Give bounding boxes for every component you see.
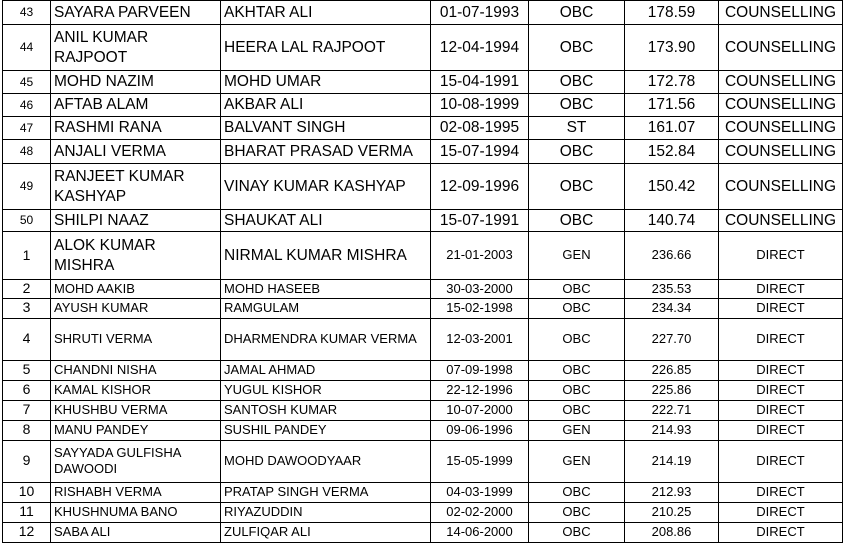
father-name: MOHD DAWOODYAAR <box>221 440 431 482</box>
selection-mode: COUNSELLING <box>719 140 843 164</box>
father-name: YUGUL KISHOR <box>221 380 431 400</box>
table-row <box>3 71 843 94</box>
candidate-name: RANJEET KUMAR KASHYAP <box>51 164 221 210</box>
table-row <box>3 298 843 318</box>
category: OBC <box>529 94 625 117</box>
score: 234.34 <box>625 298 719 318</box>
date-of-birth: 02-08-1995 <box>431 117 529 140</box>
category: OBC <box>529 502 625 522</box>
candidate-name: MOHD AAKIB <box>51 280 221 299</box>
score: 152.84 <box>625 140 719 164</box>
candidate-name: AYUSH KUMAR <box>51 298 221 318</box>
selection-mode: DIRECT <box>719 440 843 482</box>
candidate-name: KAMAL KISHOR <box>51 380 221 400</box>
date-of-birth: 02-02-2000 <box>431 502 529 522</box>
date-of-birth: 15-02-1998 <box>431 298 529 318</box>
selection-mode: DIRECT <box>719 522 843 542</box>
date-of-birth: 10-07-2000 <box>431 400 529 420</box>
selection-mode: DIRECT <box>719 420 843 440</box>
table-row <box>3 440 843 482</box>
serial-number: 49 <box>3 164 51 210</box>
candidate-name: CHANDNI NISHA <box>51 360 221 380</box>
table-row <box>3 25 843 71</box>
merit-list-table <box>2 0 843 543</box>
date-of-birth: 10-08-1999 <box>431 94 529 117</box>
table-row <box>3 94 843 117</box>
serial-number: 8 <box>3 420 51 440</box>
selection-mode: COUNSELLING <box>719 94 843 117</box>
date-of-birth: 01-07-1993 <box>431 1 529 25</box>
father-name: SUSHIL PANDEY <box>221 420 431 440</box>
category: OBC <box>529 522 625 542</box>
selection-mode: DIRECT <box>719 482 843 502</box>
father-name: PRATAP SINGH VERMA <box>221 482 431 502</box>
selection-mode: COUNSELLING <box>719 25 843 71</box>
father-name: RIYAZUDDIN <box>221 502 431 522</box>
selection-mode: COUNSELLING <box>719 117 843 140</box>
table-row <box>3 482 843 502</box>
candidate-name: MOHD NAZIM <box>51 71 221 94</box>
category: GEN <box>529 232 625 280</box>
serial-number: 10 <box>3 482 51 502</box>
table-row <box>3 502 843 522</box>
selection-mode: COUNSELLING <box>719 71 843 94</box>
father-name: BALVANT SINGH <box>221 117 431 140</box>
category: ST <box>529 117 625 140</box>
score: 178.59 <box>625 1 719 25</box>
serial-number: 43 <box>3 1 51 25</box>
serial-number: 1 <box>3 232 51 280</box>
date-of-birth: 04-03-1999 <box>431 482 529 502</box>
date-of-birth: 12-03-2001 <box>431 318 529 360</box>
date-of-birth: 07-09-1998 <box>431 360 529 380</box>
score: 140.74 <box>625 210 719 232</box>
serial-number: 7 <box>3 400 51 420</box>
serial-number: 11 <box>3 502 51 522</box>
date-of-birth: 15-07-1991 <box>431 210 529 232</box>
candidate-name: SAYYADA GULFISHA DAWOODI <box>51 440 221 482</box>
date-of-birth: 22-12-1996 <box>431 380 529 400</box>
candidate-name: KHUSHNUMA BANO <box>51 502 221 522</box>
father-name: NIRMAL KUMAR MISHRA <box>221 232 431 280</box>
father-name: MOHD UMAR <box>221 71 431 94</box>
score: 214.93 <box>625 420 719 440</box>
serial-number: 45 <box>3 71 51 94</box>
table-row <box>3 232 843 280</box>
category: OBC <box>529 210 625 232</box>
father-name: DHARMENDRA KUMAR VERMA <box>221 318 431 360</box>
date-of-birth: 15-04-1991 <box>431 71 529 94</box>
table-row <box>3 164 843 210</box>
date-of-birth: 12-04-1994 <box>431 25 529 71</box>
candidate-name: RISHABH VERMA <box>51 482 221 502</box>
serial-number: 48 <box>3 140 51 164</box>
category: OBC <box>529 380 625 400</box>
selection-mode: COUNSELLING <box>719 210 843 232</box>
father-name: HEERA LAL RAJPOOT <box>221 25 431 71</box>
score: 214.19 <box>625 440 719 482</box>
table-row <box>3 360 843 380</box>
table-row <box>3 1 843 25</box>
date-of-birth: 15-07-1994 <box>431 140 529 164</box>
table-row <box>3 280 843 299</box>
category: OBC <box>529 482 625 502</box>
candidate-name: RASHMI RANA <box>51 117 221 140</box>
candidate-name: SABA ALI <box>51 522 221 542</box>
candidate-name: ANJALI VERMA <box>51 140 221 164</box>
category: OBC <box>529 318 625 360</box>
category: OBC <box>529 360 625 380</box>
table-row <box>3 140 843 164</box>
category: GEN <box>529 420 625 440</box>
father-name: BHARAT PRASAD VERMA <box>221 140 431 164</box>
date-of-birth: 30-03-2000 <box>431 280 529 299</box>
selection-mode: DIRECT <box>719 360 843 380</box>
score: 236.66 <box>625 232 719 280</box>
father-name: SANTOSH KUMAR <box>221 400 431 420</box>
selection-mode: DIRECT <box>719 400 843 420</box>
serial-number: 4 <box>3 318 51 360</box>
serial-number: 47 <box>3 117 51 140</box>
serial-number: 50 <box>3 210 51 232</box>
serial-number: 44 <box>3 25 51 71</box>
score: 161.07 <box>625 117 719 140</box>
date-of-birth: 21-01-2003 <box>431 232 529 280</box>
category: OBC <box>529 400 625 420</box>
table-row <box>3 210 843 232</box>
date-of-birth: 15-05-1999 <box>431 440 529 482</box>
selection-mode: DIRECT <box>719 280 843 299</box>
table-row <box>3 420 843 440</box>
selection-mode: DIRECT <box>719 380 843 400</box>
selection-mode: COUNSELLING <box>719 164 843 210</box>
candidate-name: ALOK KUMAR MISHRA <box>51 232 221 280</box>
father-name: JAMAL AHMAD <box>221 360 431 380</box>
category: OBC <box>529 25 625 71</box>
category: OBC <box>529 140 625 164</box>
candidate-name: MANU PANDEY <box>51 420 221 440</box>
category: GEN <box>529 440 625 482</box>
score: 235.53 <box>625 280 719 299</box>
candidate-name: AFTAB ALAM <box>51 94 221 117</box>
table-row <box>3 522 843 542</box>
category: OBC <box>529 1 625 25</box>
category: OBC <box>529 280 625 299</box>
score: 212.93 <box>625 482 719 502</box>
score: 171.56 <box>625 94 719 117</box>
score: 172.78 <box>625 71 719 94</box>
serial-number: 5 <box>3 360 51 380</box>
serial-number: 3 <box>3 298 51 318</box>
father-name: RAMGULAM <box>221 298 431 318</box>
serial-number: 2 <box>3 280 51 299</box>
candidate-name: SAYARA PARVEEN <box>51 1 221 25</box>
father-name: AKBAR ALI <box>221 94 431 117</box>
table-row <box>3 318 843 360</box>
selection-mode: DIRECT <box>719 298 843 318</box>
serial-number: 12 <box>3 522 51 542</box>
score: 150.42 <box>625 164 719 210</box>
candidate-name: SHILPI NAAZ <box>51 210 221 232</box>
father-name: SHAUKAT ALI <box>221 210 431 232</box>
table-row <box>3 400 843 420</box>
category: OBC <box>529 298 625 318</box>
score: 208.86 <box>625 522 719 542</box>
candidate-name: SHRUTI VERMA <box>51 318 221 360</box>
selection-mode: COUNSELLING <box>719 1 843 25</box>
date-of-birth: 12-09-1996 <box>431 164 529 210</box>
score: 227.70 <box>625 318 719 360</box>
date-of-birth: 14-06-2000 <box>431 522 529 542</box>
table-row <box>3 380 843 400</box>
selection-mode: DIRECT <box>719 318 843 360</box>
candidate-name: KHUSHBU VERMA <box>51 400 221 420</box>
father-name: VINAY KUMAR KASHYAP <box>221 164 431 210</box>
selection-mode: DIRECT <box>719 502 843 522</box>
father-name: ZULFIQAR ALI <box>221 522 431 542</box>
score: 222.71 <box>625 400 719 420</box>
father-name: MOHD HASEEB <box>221 280 431 299</box>
score: 173.90 <box>625 25 719 71</box>
score: 225.86 <box>625 380 719 400</box>
score: 226.85 <box>625 360 719 380</box>
table-row <box>3 117 843 140</box>
candidate-name: ANIL KUMAR RAJPOOT <box>51 25 221 71</box>
father-name: AKHTAR ALI <box>221 1 431 25</box>
selection-mode: DIRECT <box>719 232 843 280</box>
date-of-birth: 09-06-1996 <box>431 420 529 440</box>
category: OBC <box>529 71 625 94</box>
serial-number: 46 <box>3 94 51 117</box>
category: OBC <box>529 164 625 210</box>
serial-number: 6 <box>3 380 51 400</box>
serial-number: 9 <box>3 440 51 482</box>
score: 210.25 <box>625 502 719 522</box>
